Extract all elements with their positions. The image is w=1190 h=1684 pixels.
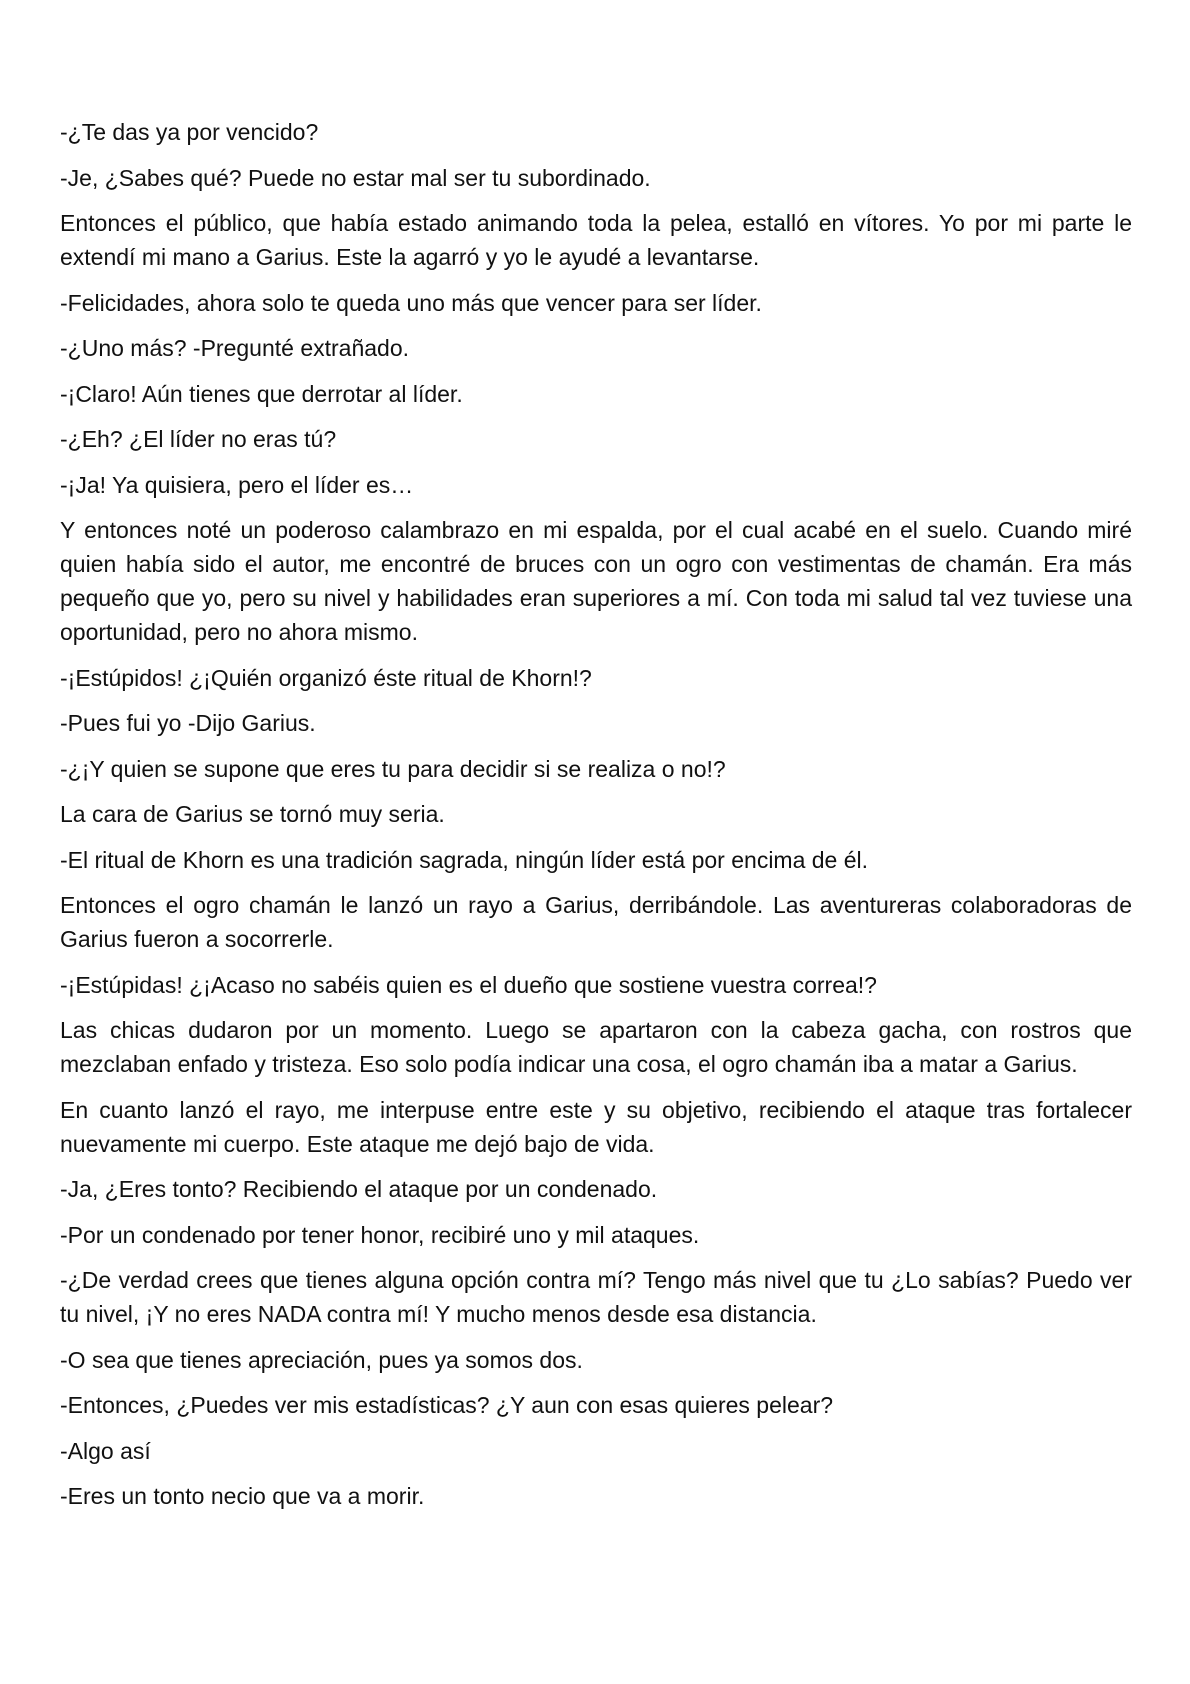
paragraph: Entonces el ogro chamán le lanzó un rayo a Garius, derribándole. Las aventureras colaboradoras de Garius fueron a socorrerle. — [60, 892, 1132, 952]
paragraph: -O sea que tienes apreciación, pues ya somos dos. — [60, 1346, 583, 1373]
paragraph: -¡Estúpidos! ¿¡Quién organizó éste ritual de Khorn!? — [60, 664, 592, 691]
document-page — [60, 115, 1132, 1525]
paragraph: En cuanto lanzó el rayo, me interpuse entre este y su objetivo, recibiendo el ataque tras fortalecer nuevamente mi cuerpo. Este ataque me dejó bajo de vida. — [60, 1096, 1132, 1157]
paragraph: -¡Estúpidas! ¿¡Acaso no sabéis quien es el dueño que sostiene vuestra correa!? — [60, 971, 877, 998]
paragraph: -Ja, ¿Eres tonto? Recibiendo el ataque por un condenado. — [60, 1176, 658, 1202]
paragraph: La cara de Garius se tornó muy seria. — [60, 801, 445, 827]
paragraph: -Felicidades, ahora solo te queda uno más que vencer para ser líder. — [60, 289, 762, 316]
paragraph: Las chicas dudaron por un momento. Luego se apartaron con la cabeza gacha, con rostros que mezclaban enfado y tristeza. Eso solo podía indicar una cosa, el ogro chamán iba a matar a Garius. — [60, 1017, 1132, 1077]
paragraph: -¿Uno más? -Pregunté extrañado. — [60, 335, 410, 361]
paragraph: -Algo así — [60, 1437, 151, 1464]
paragraph: -Je, ¿Sabes qué? Puede no estar mal ser tu subordinado. — [60, 164, 651, 191]
paragraph: Entonces el público, que había estado animando toda la pelea, estalló en vítores. Yo por mi parte le extendí mi mano a Garius. Este la agarró y yo le ayudé a levantarse. — [60, 210, 1132, 270]
paragraph: -¿¡Y quien se supone que eres tu para decidir si se realiza o no!? — [60, 755, 726, 782]
paragraph: -El ritual de Khorn es una tradición sagrada, ningún líder está por encima de él. — [60, 846, 869, 873]
paragraph: -¡Claro! Aún tienes que derrotar al líder. — [60, 380, 463, 407]
paragraph: -¿De verdad crees que tienes alguna opción contra mí? Tengo más nivel que tu ¿Lo sabías? Puedo ver tu nivel, ¡Y no eres NADA contra mí! Y mucho menos desde esa distancia. — [60, 1267, 1132, 1327]
paragraph: Y entonces noté un poderoso calambrazo en mi espalda, por el cual acabé en el suelo. Cuando miré quien había sido el autor, me encontré de bruces con un ogro con vestimentas de chamán. Era más pequeño que yo, pero su nivel y habilidades eran superiores a mí. Con toda mi salud tal vez tuviese una oportunidad, pero no ahora mismo. — [60, 517, 1132, 645]
paragraph: -¿Te das ya por vencido? — [60, 119, 319, 145]
paragraph: -¡Ja! Ya quisiera, pero el líder es… — [60, 471, 414, 498]
paragraph: -Pues fui yo -Dijo Garius. — [60, 710, 316, 736]
paragraph: -Entonces, ¿Puedes ver mis estadísticas? ¿Y aun con esas quieres pelear? — [60, 1392, 834, 1418]
paragraph: -¿Eh? ¿El líder no eras tú? — [60, 426, 337, 452]
paragraph: -Eres un tonto necio que va a morir. — [60, 1483, 425, 1509]
paragraph: -Por un condenado por tener honor, recibiré uno y mil ataques. — [60, 1221, 700, 1248]
